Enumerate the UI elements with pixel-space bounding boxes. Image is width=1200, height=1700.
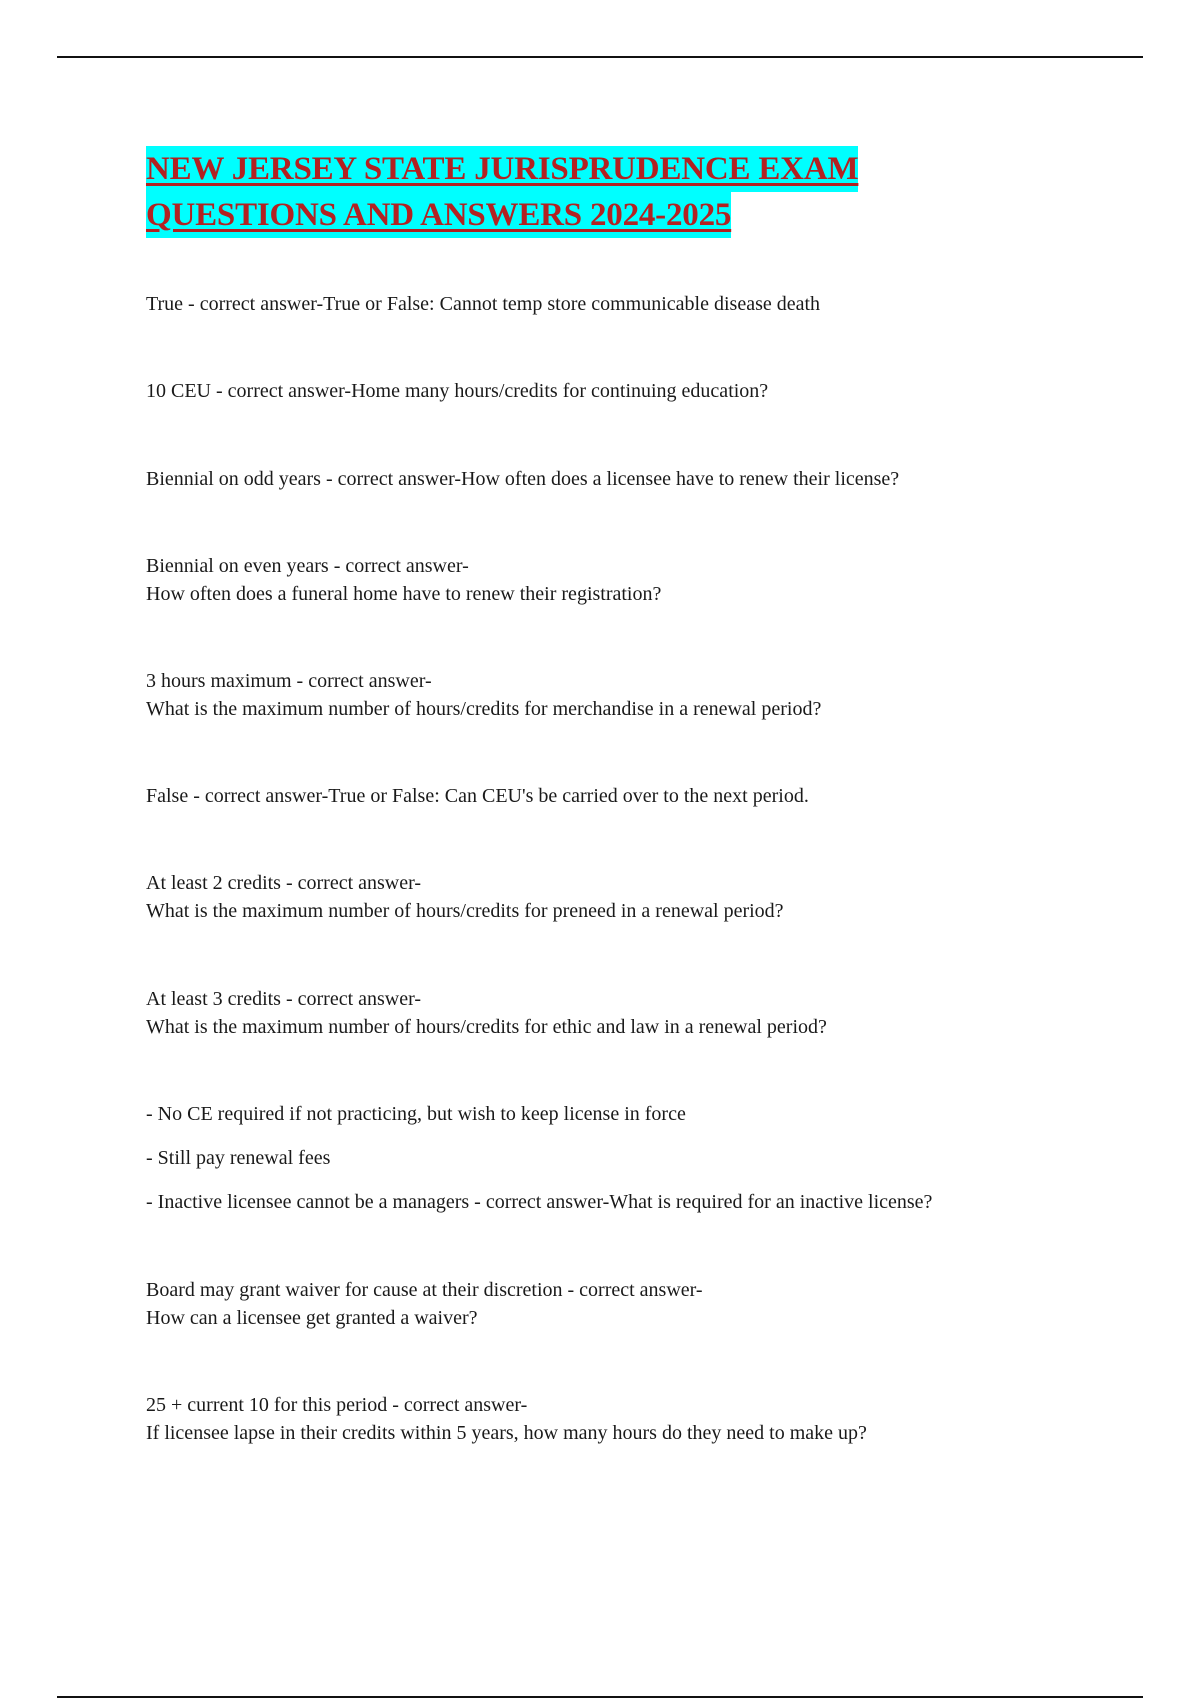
document-title: [146, 146, 1106, 238]
title-line-1: NEW JERSEY STATE JURISPRUDENCE EXAM: [146, 146, 858, 192]
qa-entry-answer: Board may grant waiver for cause at their discretion - correct answer-: [146, 1279, 703, 1301]
top-rule: [57, 56, 1143, 58]
qa-entry-question: What is the maximum number of hours/credits for merchandise in a renewal period?: [146, 698, 822, 720]
qa-entry-3: [146, 465, 899, 493]
qa-entry-4: [146, 552, 661, 608]
qa-entry-question: How often does a funeral home have to renew their registration?: [146, 583, 662, 605]
qa-bullet-line: - Still pay renewal fees: [146, 1147, 331, 1169]
qa-entry-question: How can a licensee get granted a waiver?: [146, 1307, 478, 1329]
qa-entry-7: [146, 869, 784, 925]
qa-entry-10: [146, 1276, 703, 1332]
qa-entry-6: [146, 782, 809, 810]
qa-entry-answer: Biennial on even years - correct answer-: [146, 555, 469, 577]
qa-entry-8: [146, 985, 827, 1041]
bottom-rule: [57, 1696, 1143, 1698]
qa-entry-9: [146, 1100, 932, 1232]
qa-entry-answer: At least 2 credits - correct answer-: [146, 872, 422, 894]
qa-entry-line: Biennial on odd years - correct answer-How often does a licensee have to renew their license?: [146, 468, 900, 490]
qa-entry-line: True - correct answer-True or False: Cannot temp store communicable disease death: [146, 293, 821, 315]
qa-bullet-line: - No CE required if not practicing, but wish to keep license in force: [146, 1103, 686, 1125]
qa-entry-answer: At least 3 credits - correct answer-: [146, 988, 422, 1010]
qa-entry-answer: 3 hours maximum - correct answer-: [146, 670, 432, 692]
qa-entry-line: False - correct answer-True or False: Can CEU's be carried over to the next period.: [146, 785, 809, 807]
qa-bullet-line: - Inactive licensee cannot be a managers - correct answer-What is required for an inactive license?: [146, 1191, 933, 1213]
qa-entry-11: [146, 1391, 867, 1447]
qa-entry-question: What is the maximum number of hours/credits for preneed in a renewal period?: [146, 900, 784, 922]
qa-entry-5: [146, 667, 821, 723]
qa-entry-line: 10 CEU - correct answer-Home many hours/credits for continuing education?: [146, 380, 769, 402]
title-line-2: QUESTIONS AND ANSWERS 2024-2025: [146, 192, 731, 238]
qa-entry-2: [146, 377, 768, 405]
qa-entry-1: [146, 290, 820, 318]
qa-entry-answer: 25 + current 10 for this period - correct answer-: [146, 1394, 528, 1416]
qa-entry-question: If licensee lapse in their credits within 5 years, how many hours do they need to make up?: [146, 1422, 867, 1444]
qa-entry-question: What is the maximum number of hours/credits for ethic and law in a renewal period?: [146, 1016, 827, 1038]
